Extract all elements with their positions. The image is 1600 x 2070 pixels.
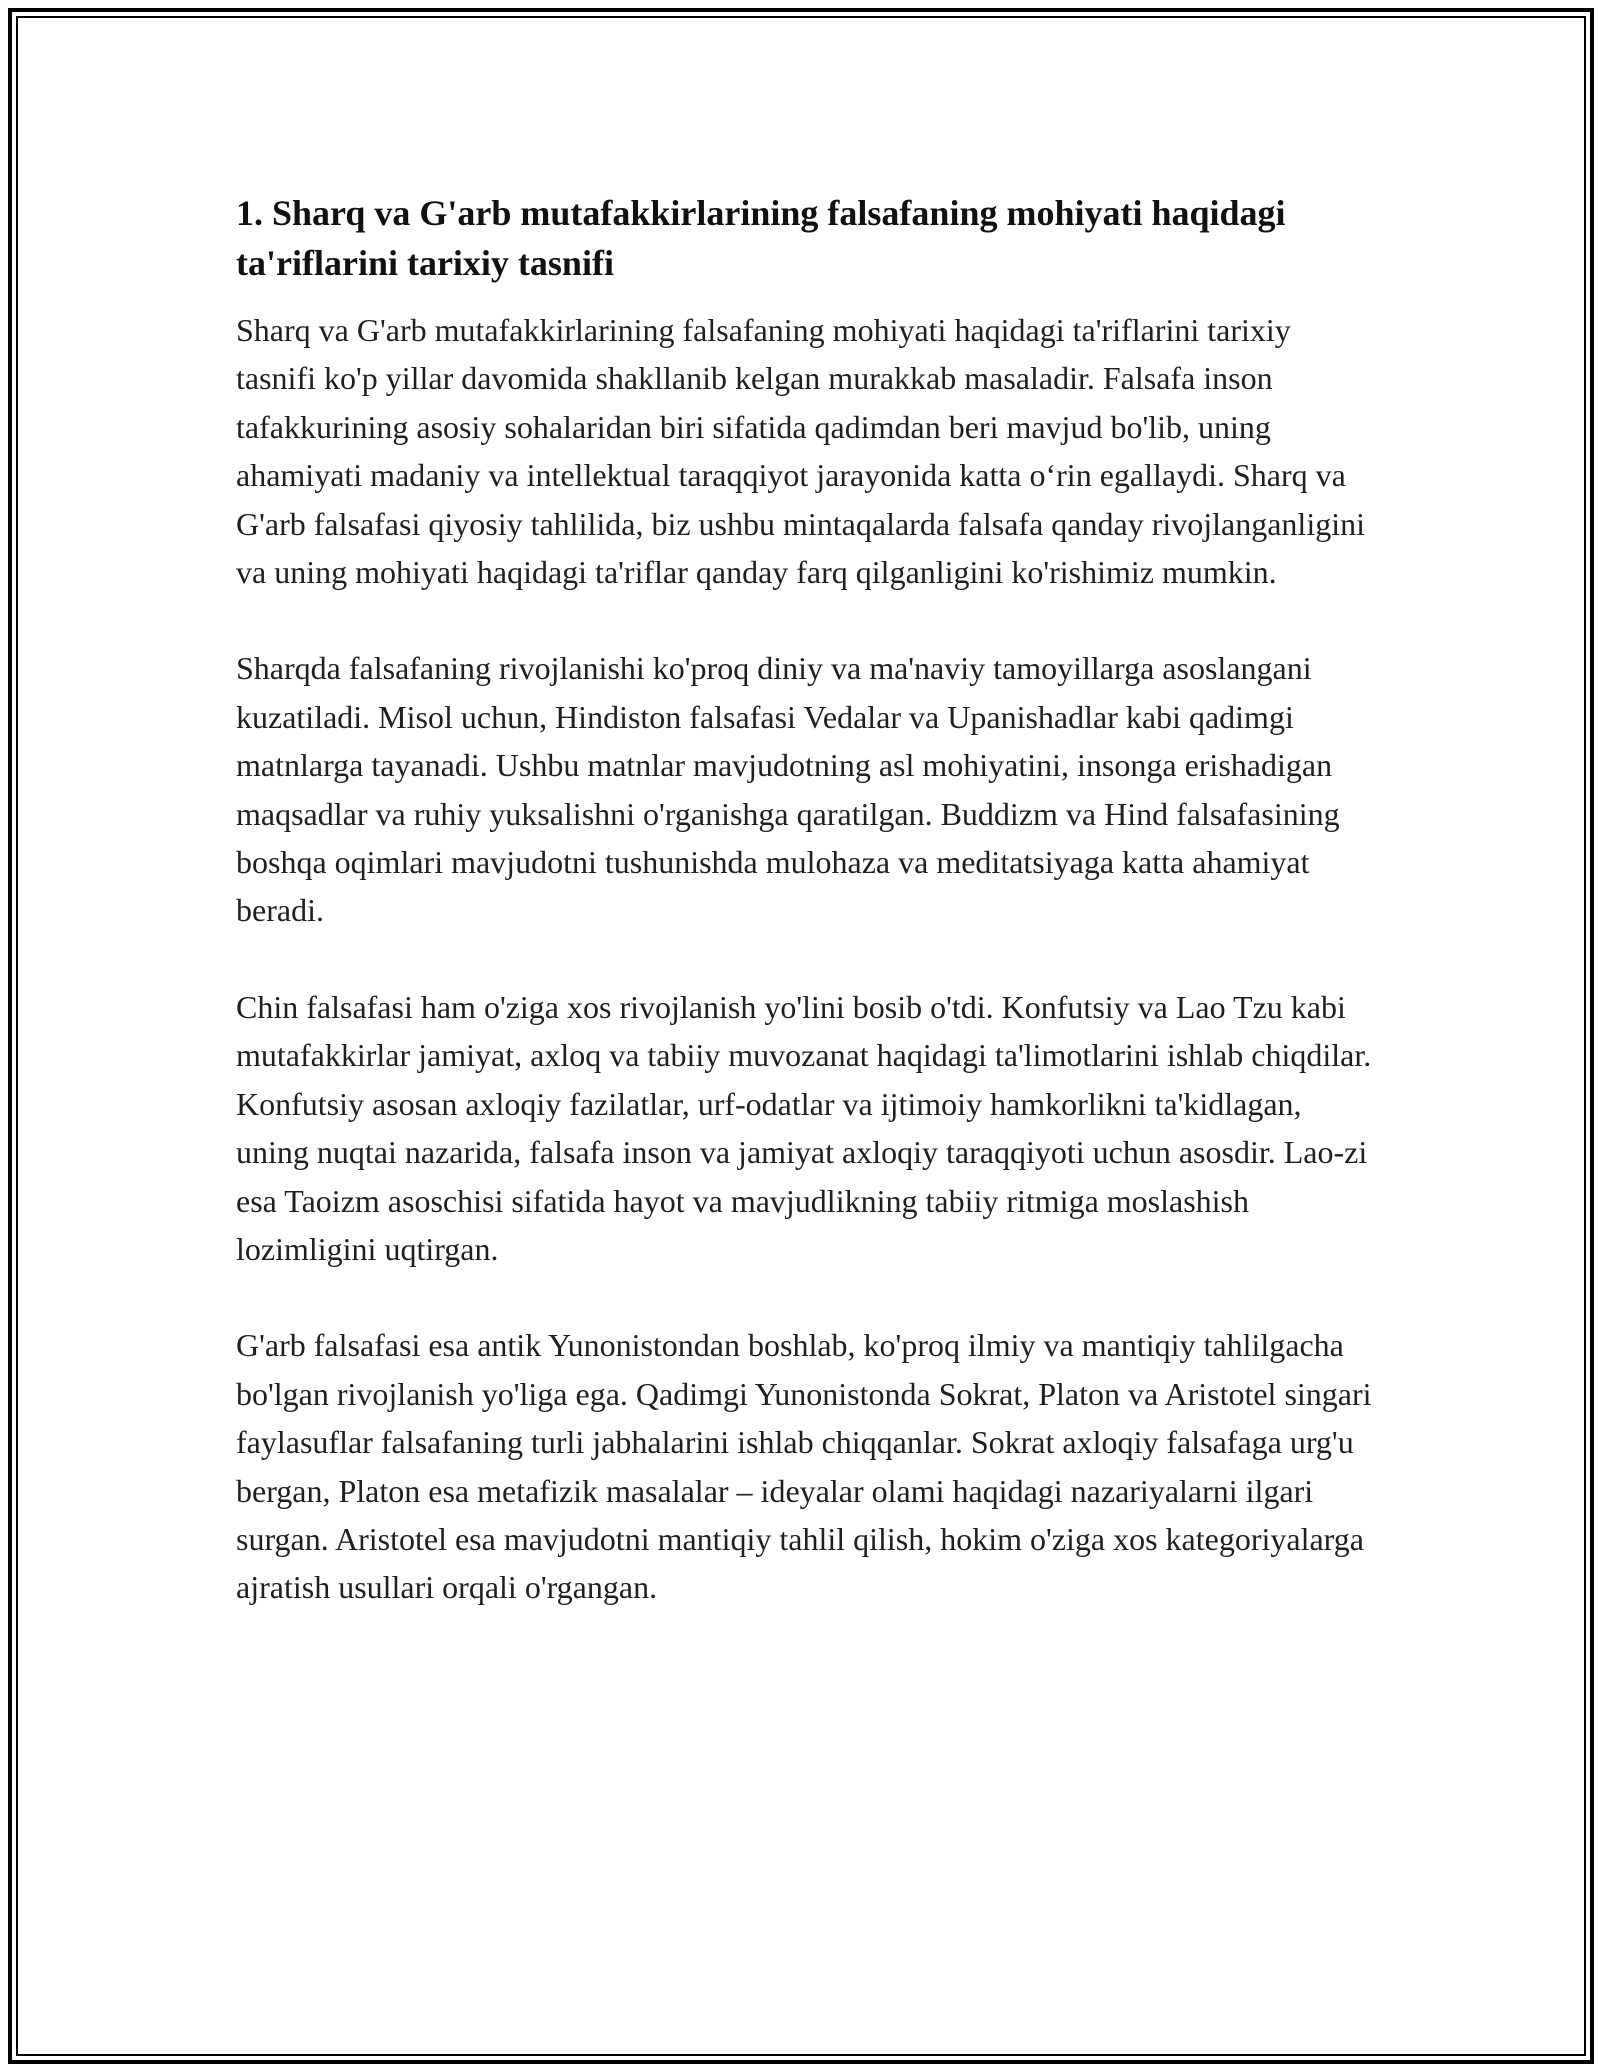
- paragraph-east: Sharqda falsafaning rivojlanishi ko'proq diniy va ma'naviy tamoyillarga asoslangani kuzatiladi. Misol uchun, Hindiston falsafasi Vedalar va Upanishadlar kabi qadimgi matnlarga tayanadi. Ushbu matnlar mavjudotning asl mohiyatini, insonga erishadigan maqsadlar va ruhiy yuksalishni o'rganishga qaratilgan. Buddizm va Hind falsafasining boshqa oqimlari mavjudotni tushunishda mulohaza va meditatsiyaga katta ahamiyat beradi.: [236, 650, 1340, 929]
- paragraph-china: Chin falsafasi ham o'ziga xos rivojlanish yo'lini bosib o'tdi. Konfutsiy va Lao Tzu kabi mutafakkirlar jamiyat, axloq va tabiiy muvozanat haqidagi ta'limotlarini ishlab chiqdilar. Konfutsiy asosan axloqiy fazilatlar, urf-odatlar va ijtimoiy hamkorlikni ta'kidlagan, uning nuqtai nazarida, falsafa inson va jamiyat axloqiy taraqqiyoti uchun asosdir. Lao-zi esa Taoizm asoschisi sifatida hayot va mavjudlikning tabiiy ritmiga moslashish lozimligini uqtirgan.: [236, 988, 1372, 1267]
- section-heading: 1. Sharq va G'arb mutafakkirlarining falsafaning mohiyati haqidagi ta'riflarini tarixiy tasnifi: [236, 193, 1286, 283]
- paragraph-intro: Sharq va G'arb mutafakkirlarining falsafaning mohiyati haqidagi ta'riflarini tarixiy tasnifi ko'p yillar davomida shakllanib kelgan murakkab masaladir. Falsafa inson tafakkurining asosiy sohalaridan biri sifatida qadimdan beri mavjud bo'lib, uning ahamiyati madaniy va intellektual taraqqiyot jarayonida katta o‘rin egallaydi. Sharq va G'arb falsafasi qiyosiy tahlilida, biz ushbu mintaqalarda falsafa qanday rivojlanganligini va uning mohiyati haqidagi ta'riflar qanday farq qilganligini ko'rishimiz mumkin.: [236, 312, 1365, 591]
- paragraph-west: G'arb falsafasi esa antik Yunonistondan boshlab, ko'proq ilmiy va mantiqiy tahlilgacha bo'lgan rivojlanish yo'liga ega. Qadimgi Yunonistonda Sokrat, Platon va Aristotel singari faylasuflar falsafaning turli jabhalarini ishlab chiqqanlar. Sokrat axloqiy falsafaga urg'u bergan, Platon esa metafizik masalalar – ideyalar olami haqidagi nazariyalarni ilgari surgan. Aristotel esa mavjudotni mantiqiy tahlil qilish, hokim o'ziga xos kategoriyalarga ajratish usullari orqali o'rgangan.: [236, 1327, 1372, 1606]
- document-body: [236, 188, 1376, 1660]
